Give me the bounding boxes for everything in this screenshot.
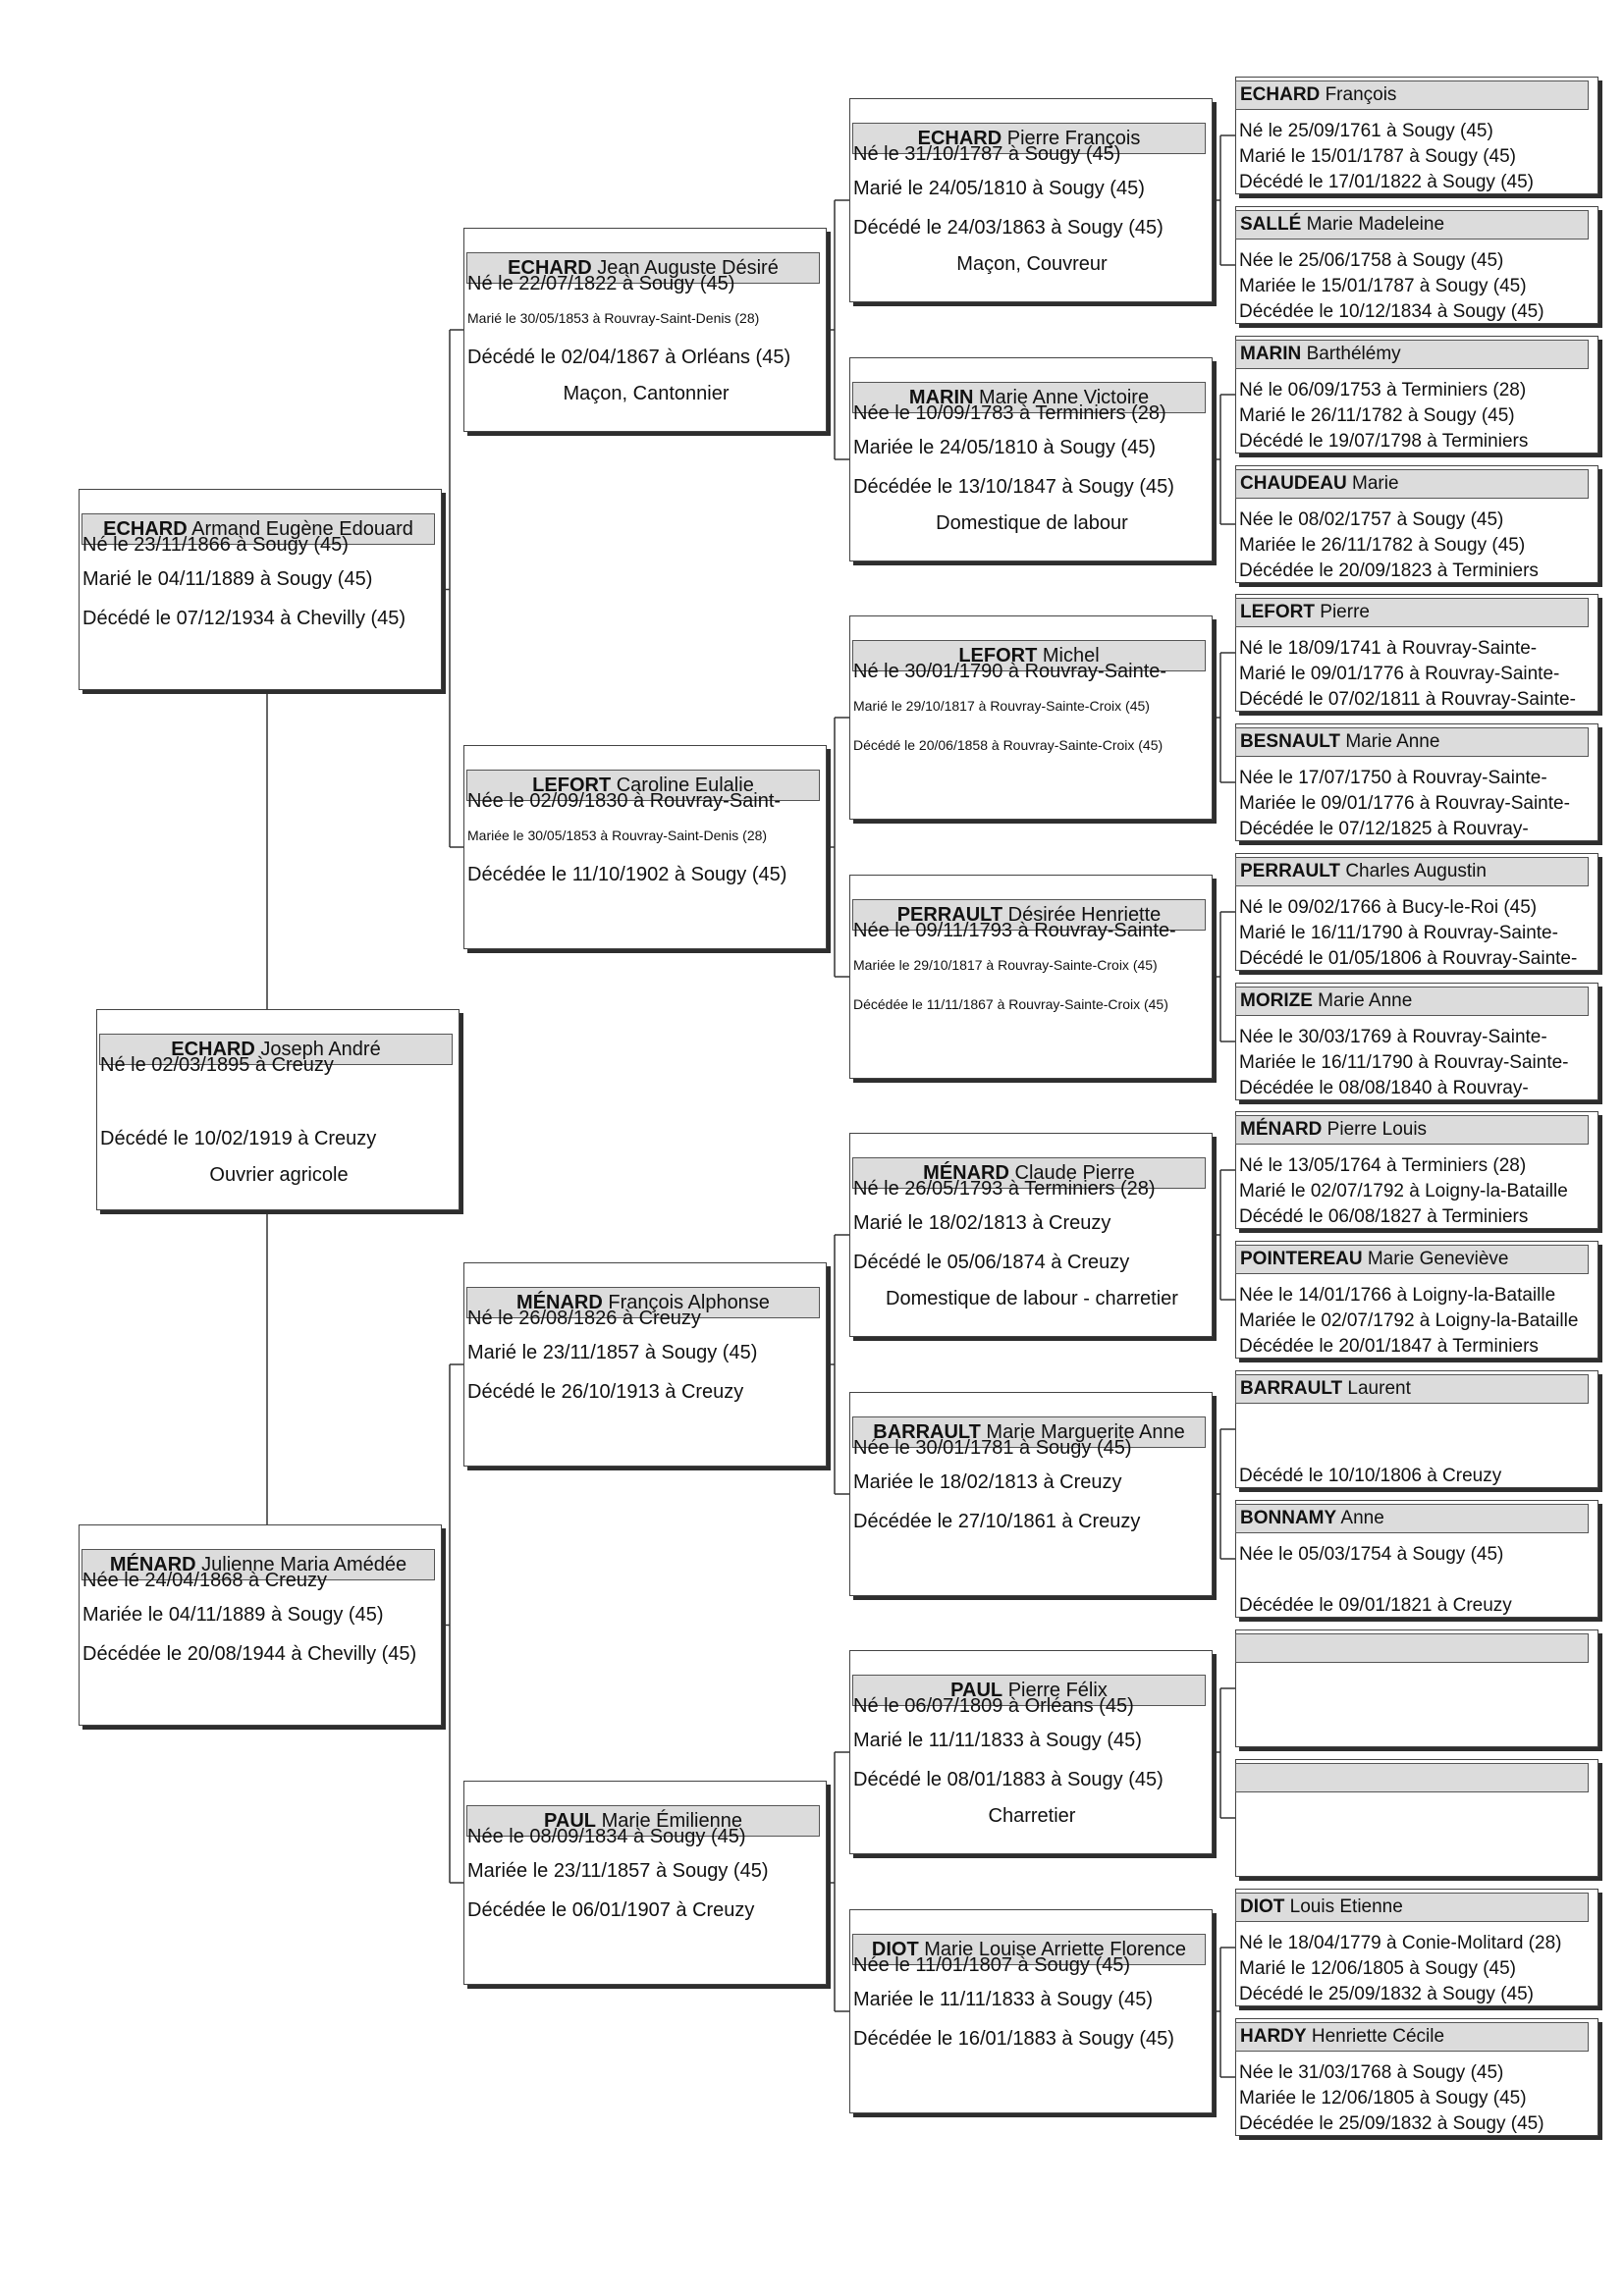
surname: MÉNARD <box>516 1292 603 1313</box>
person-detail-line: Née le 25/06/1758 à Sougy (45) <box>1239 250 1504 271</box>
person-box <box>849 1909 1213 2113</box>
person-detail-line: Né le 06/07/1809 à Orléans (45) <box>853 1695 1134 1717</box>
person-detail-line: Mariée le 15/01/1787 à Sougy (45) <box>1239 276 1527 296</box>
person-detail-line: Décédée le 06/01/1907 à Creuzy <box>467 1899 755 1921</box>
given-names: Marie Marguerite Anne <box>986 1421 1185 1443</box>
surname: HARDY <box>1240 2026 1307 2047</box>
person-detail-line: Décédée le 11/10/1902 à Sougy (45) <box>467 864 787 885</box>
person-detail-line: Née le 05/03/1754 à Sougy (45) <box>1239 1544 1504 1565</box>
person-detail-line: Né le 06/09/1753 à Terminiers (28) <box>1239 380 1527 400</box>
person-detail-line: Née le 02/09/1830 à Rouvray-Saint- <box>467 790 782 812</box>
surname: DIOT <box>871 1939 919 1960</box>
person-detail-line: Décédé le 24/03/1863 à Sougy (45) <box>853 217 1164 239</box>
person-detail-line: Mariée le 18/02/1813 à Creuzy <box>853 1471 1122 1493</box>
person-detail-line: Marié le 18/02/1813 à Creuzy <box>853 1212 1111 1234</box>
person-detail-line: Né le 31/10/1787 à Sougy (45) <box>853 143 1121 165</box>
person-detail-line: Mariée le 26/11/1782 à Sougy (45) <box>1239 535 1526 556</box>
person-detail-line: Décédée le 10/12/1834 à Sougy (45) <box>1239 301 1544 322</box>
person-detail-line: Décédé le 02/04/1867 à Orléans (45) <box>467 347 791 368</box>
person-name <box>1235 1504 1589 1533</box>
person-name <box>1235 1115 1589 1145</box>
person-name <box>1235 598 1589 627</box>
person-detail-line: Mariée le 16/11/1790 à Rouvray-Sainte- <box>1239 1052 1569 1073</box>
person-box <box>849 357 1213 561</box>
given-names: Jean Auguste Désiré <box>597 257 779 279</box>
surname: PAUL <box>544 1810 596 1832</box>
surname: LEFORT <box>958 645 1038 667</box>
person-detail-line: Mariée le 12/06/1805 à Sougy (45) <box>1239 2088 1527 2109</box>
surname: PAUL <box>950 1680 1003 1701</box>
person-name <box>1235 2022 1589 2052</box>
surname: BESNAULT <box>1240 731 1341 752</box>
surname: LEFORT <box>1240 602 1315 622</box>
person-detail-line: Marié le 04/11/1889 à Sougy (45) <box>82 568 373 590</box>
given-names: Henriette Cécile <box>1311 2026 1445 2047</box>
given-names: Anne <box>1340 1508 1384 1528</box>
surname: MÉNARD <box>923 1162 1009 1184</box>
person-detail-line: Décédée le 16/01/1883 à Sougy (45) <box>853 2028 1174 2050</box>
person-detail-line: Charretier <box>988 1805 1076 1827</box>
person-box <box>849 1392 1213 1596</box>
person-detail-line: Décédé le 20/06/1858 à Rouvray-Sainte-Croix (45) <box>853 737 1164 753</box>
given-names: Louis Etienne <box>1289 1896 1403 1917</box>
given-names: Marie Anne Victoire <box>979 387 1150 408</box>
person-box <box>1235 723 1598 841</box>
person-detail-line: Marié le 15/01/1787 à Sougy (45) <box>1239 146 1517 167</box>
person-detail-line: Décédée le 11/11/1867 à Rouvray-Sainte-Croix (45) <box>853 996 1168 1012</box>
person-box <box>1235 77 1598 194</box>
person-box <box>849 875 1213 1079</box>
given-names: Pierre <box>1320 602 1370 622</box>
person-box <box>849 1133 1213 1337</box>
surname: BONNAMY <box>1240 1508 1337 1528</box>
person-detail-line: Né le 26/08/1826 à Creuzy <box>467 1308 701 1329</box>
given-names: Michel <box>1042 645 1100 667</box>
person-detail-line: Marié le 24/05/1810 à Sougy (45) <box>853 178 1145 199</box>
given-names: Marie Anne <box>1318 990 1413 1011</box>
person-box <box>463 1781 827 1985</box>
given-names: Pierre François <box>1006 128 1141 149</box>
person-name <box>1235 1374 1589 1404</box>
given-names: Marie Anne <box>1345 731 1440 752</box>
surname: MARIN <box>908 387 974 408</box>
person-box <box>849 615 1213 820</box>
person-detail-line: Marié le 02/07/1792 à Loigny-la-Bataille <box>1239 1181 1568 1201</box>
person-detail-line: Né le 02/03/1895 à Creuzy <box>100 1054 334 1076</box>
person-name <box>1235 727 1589 757</box>
person-detail-line: Décédé le 01/05/1806 à Rouvray-Sainte- <box>1239 948 1578 969</box>
person-detail-line: Décédé le 17/01/1822 à Sougy (45) <box>1239 172 1534 192</box>
surname: MÉNARD <box>109 1554 196 1575</box>
person-detail-line: Décédé le 19/07/1798 à Terminiers <box>1239 431 1529 452</box>
person-name <box>1235 210 1589 240</box>
person-detail-line: Décédé le 25/09/1832 à Sougy (45) <box>1239 1984 1534 2004</box>
person-box <box>1235 465 1598 583</box>
person-name <box>1235 1763 1589 1792</box>
person-box <box>1235 983 1598 1100</box>
given-names: Armand Eugène Edouard <box>191 518 413 540</box>
person-detail-line: Décédée le 20/08/1944 à Chevilly (45) <box>82 1643 417 1665</box>
surname: ECHARD <box>103 518 188 540</box>
surname: ECHARD <box>171 1039 255 1060</box>
person-detail-line: Décédé le 06/08/1827 à Terminiers <box>1239 1206 1529 1227</box>
person-name <box>1235 1633 1589 1663</box>
person-detail-line: Décédée le 09/01/1821 à Creuzy <box>1239 1595 1512 1616</box>
person-detail-line: Née le 14/01/1766 à Loigny-la-Bataille <box>1239 1285 1556 1306</box>
person-detail-line: Décédé le 05/06/1874 à Creuzy <box>853 1252 1130 1273</box>
person-detail-line: Né le 30/01/1790 à Rouvray-Sainte- <box>853 661 1167 682</box>
person-detail-line: Marié le 16/11/1790 à Rouvray-Sainte- <box>1239 923 1558 943</box>
person-name <box>1235 987 1589 1016</box>
surname: CHAUDEAU <box>1240 473 1347 494</box>
person-detail-line: Décédée le 27/10/1861 à Creuzy <box>853 1511 1141 1532</box>
surname: MARIN <box>1240 344 1302 364</box>
person-box <box>1235 853 1598 971</box>
given-names: Marie Madeleine <box>1306 214 1445 235</box>
person-detail-line: Mariée le 29/10/1817 à Rouvray-Sainte-Croix (45) <box>853 957 1158 973</box>
person-box <box>849 1650 1213 1854</box>
person-name <box>1235 469 1589 499</box>
person-name <box>1235 1245 1589 1274</box>
person-detail-line: Mariée le 11/11/1833 à Sougy (45) <box>853 1989 1154 2010</box>
given-names: Barthélémy <box>1306 344 1401 364</box>
given-names: Pierre Félix <box>1007 1680 1108 1701</box>
person-box <box>79 1524 442 1726</box>
surname: ECHARD <box>1240 84 1321 105</box>
person-box <box>1235 1370 1598 1488</box>
person-detail-line: Domestique de labour <box>936 512 1128 534</box>
person-name <box>1235 1893 1589 1922</box>
person-detail-line: Maçon, Couvreur <box>956 253 1108 275</box>
given-names: Pierre Louis <box>1326 1119 1428 1140</box>
person-box <box>1235 1241 1598 1359</box>
person-detail-line: Décédée le 20/01/1847 à Terminiers <box>1239 1336 1539 1357</box>
person-detail-line: Né le 18/04/1779 à Conie-Molitard (28) <box>1239 1933 1562 1953</box>
given-names: Caroline Eulalie <box>616 774 754 796</box>
person-detail-line: Marié le 12/06/1805 à Sougy (45) <box>1239 1958 1517 1979</box>
person-detail-line: Mariée le 04/11/1889 à Sougy (45) <box>82 1604 384 1626</box>
person-detail-line: Né le 25/09/1761 à Sougy (45) <box>1239 121 1493 141</box>
surname: BARRAULT <box>1240 1378 1343 1399</box>
person-box <box>1235 594 1598 712</box>
person-detail-line: Marié le 23/11/1857 à Sougy (45) <box>467 1342 758 1363</box>
person-detail-line: Mariée le 24/05/1810 à Sougy (45) <box>853 437 1156 458</box>
given-names: Marie Louise Arriette Florence <box>924 1939 1187 1960</box>
person-detail-line: Né le 09/02/1766 à Bucy-le-Roi (45) <box>1239 897 1538 918</box>
person-detail-line: Marié le 26/11/1782 à Sougy (45) <box>1239 405 1515 426</box>
person-detail-line: Née le 09/11/1793 à Rouvray-Sainte- <box>853 920 1176 941</box>
person-box <box>1235 1500 1598 1618</box>
person-detail-line: Décédée le 25/09/1832 à Sougy (45) <box>1239 2113 1544 2134</box>
person-detail-line: Décédée le 08/08/1840 à Rouvray- <box>1239 1078 1529 1098</box>
person-detail-line: Née le 17/07/1750 à Rouvray-Sainte- <box>1239 768 1547 788</box>
surname: DIOT <box>1240 1896 1285 1917</box>
person-box <box>1235 1889 1598 2006</box>
person-name <box>1235 857 1589 886</box>
given-names: Joseph André <box>260 1039 381 1060</box>
given-names: Laurent <box>1347 1378 1411 1399</box>
given-names: Claude Pierre <box>1014 1162 1135 1184</box>
person-detail-line: Décédée le 07/12/1825 à Rouvray- <box>1239 819 1529 839</box>
person-box <box>1235 2018 1598 2136</box>
person-detail-line: Née le 08/02/1757 à Sougy (45) <box>1239 509 1504 530</box>
surname: ECHARD <box>917 128 1002 149</box>
person-detail-line: Née le 24/04/1868 à Creuzy <box>82 1570 328 1591</box>
person-box <box>1235 336 1598 454</box>
person-box <box>79 489 442 690</box>
person-box <box>463 1262 827 1467</box>
person-detail-line: Né le 13/05/1764 à Terminiers (28) <box>1239 1155 1527 1176</box>
person-box <box>1235 1759 1598 1877</box>
given-names: Julienne Maria Amédée <box>201 1554 407 1575</box>
person-detail-line: Mariée le 30/05/1853 à Rouvray-Saint-Denis (28) <box>467 828 768 843</box>
person-detail-line: Mariée le 02/07/1792 à Loigny-la-Bataille <box>1239 1310 1579 1331</box>
person-detail-line: Né le 26/05/1793 à Terminiers (28) <box>853 1178 1156 1200</box>
person-box <box>1235 206 1598 324</box>
person-detail-line: Décédé le 07/02/1811 à Rouvray-Sainte- <box>1239 689 1576 710</box>
given-names: François <box>1325 84 1397 105</box>
surname: BARRAULT <box>873 1421 981 1443</box>
person-detail-line: Mariée le 23/11/1857 à Sougy (45) <box>467 1860 769 1882</box>
person-detail-line: Marié le 11/11/1833 à Sougy (45) <box>853 1730 1142 1751</box>
person-detail-line: Décédée le 13/10/1847 à Sougy (45) <box>853 476 1174 498</box>
given-names: Charles Augustin <box>1345 861 1487 881</box>
person-box <box>96 1009 460 1210</box>
person-detail-line: Marié le 29/10/1817 à Rouvray-Sainte-Croix (45) <box>853 698 1150 714</box>
surname: MÉNARD <box>1240 1119 1323 1140</box>
person-detail-line: Décédé le 10/02/1919 à Creuzy <box>100 1128 377 1149</box>
person-detail-line: Née le 11/01/1807 à Sougy (45) <box>853 1954 1131 1976</box>
given-names: Marie Geneviève <box>1367 1249 1509 1269</box>
surname: PERRAULT <box>896 904 1003 926</box>
person-detail-line: Maçon, Cantonnier <box>563 383 730 404</box>
person-detail-line: Marié le 30/05/1853 à Rouvray-Saint-Denis (28) <box>467 310 760 326</box>
person-box <box>463 745 827 949</box>
person-detail-line: Marié le 09/01/1776 à Rouvray-Sainte- <box>1239 664 1560 684</box>
person-detail-line: Mariée le 09/01/1776 à Rouvray-Sainte- <box>1239 793 1570 814</box>
person-detail-line: Née le 10/09/1783 à Terminiers (28) <box>853 402 1166 424</box>
given-names: Marie Émilienne <box>601 1810 742 1832</box>
person-detail-line: Né le 22/07/1822 à Sougy (45) <box>467 273 735 294</box>
person-detail-line: Décédé le 26/10/1913 à Creuzy <box>467 1381 744 1403</box>
person-detail-line: Décédé le 10/10/1806 à Creuzy <box>1239 1466 1502 1486</box>
given-names: Désirée Henriette <box>1007 904 1162 926</box>
person-detail-line: Ouvrier agricole <box>209 1164 349 1186</box>
person-box <box>463 228 827 432</box>
given-names: Marie <box>1352 473 1399 494</box>
person-name <box>1235 340 1589 369</box>
person-detail-line: Né le 23/11/1866 à Sougy (45) <box>82 534 349 556</box>
person-detail-line: Née le 31/03/1768 à Sougy (45) <box>1239 2062 1504 2083</box>
person-detail-line: Née le 08/09/1834 à Sougy (45) <box>467 1826 746 1847</box>
surname: PERRAULT <box>1240 861 1341 881</box>
person-detail-line: Née le 30/01/1781 à Sougy (45) <box>853 1437 1132 1459</box>
surname: MORIZE <box>1240 990 1313 1011</box>
person-detail-line: Décédée le 20/09/1823 à Terminiers <box>1239 561 1539 581</box>
person-detail-line: Née le 30/03/1769 à Rouvray-Sainte- <box>1239 1027 1547 1047</box>
person-detail-line: Domestique de labour - charretier <box>886 1288 1178 1309</box>
surname: ECHARD <box>508 257 592 279</box>
person-name <box>1235 80 1589 110</box>
surname: LEFORT <box>532 774 612 796</box>
person-box <box>1235 1629 1598 1747</box>
given-names: François Alphonse <box>608 1292 770 1313</box>
person-box <box>849 98 1213 302</box>
person-detail-line: Décédé le 08/01/1883 à Sougy (45) <box>853 1769 1164 1790</box>
surname: POINTEREAU <box>1240 1249 1363 1269</box>
person-box <box>1235 1111 1598 1229</box>
person-detail-line: Décédé le 07/12/1934 à Chevilly (45) <box>82 608 406 629</box>
surname: SALLÉ <box>1240 214 1302 235</box>
person-detail-line: Né le 18/09/1741 à Rouvray-Sainte- <box>1239 638 1538 659</box>
